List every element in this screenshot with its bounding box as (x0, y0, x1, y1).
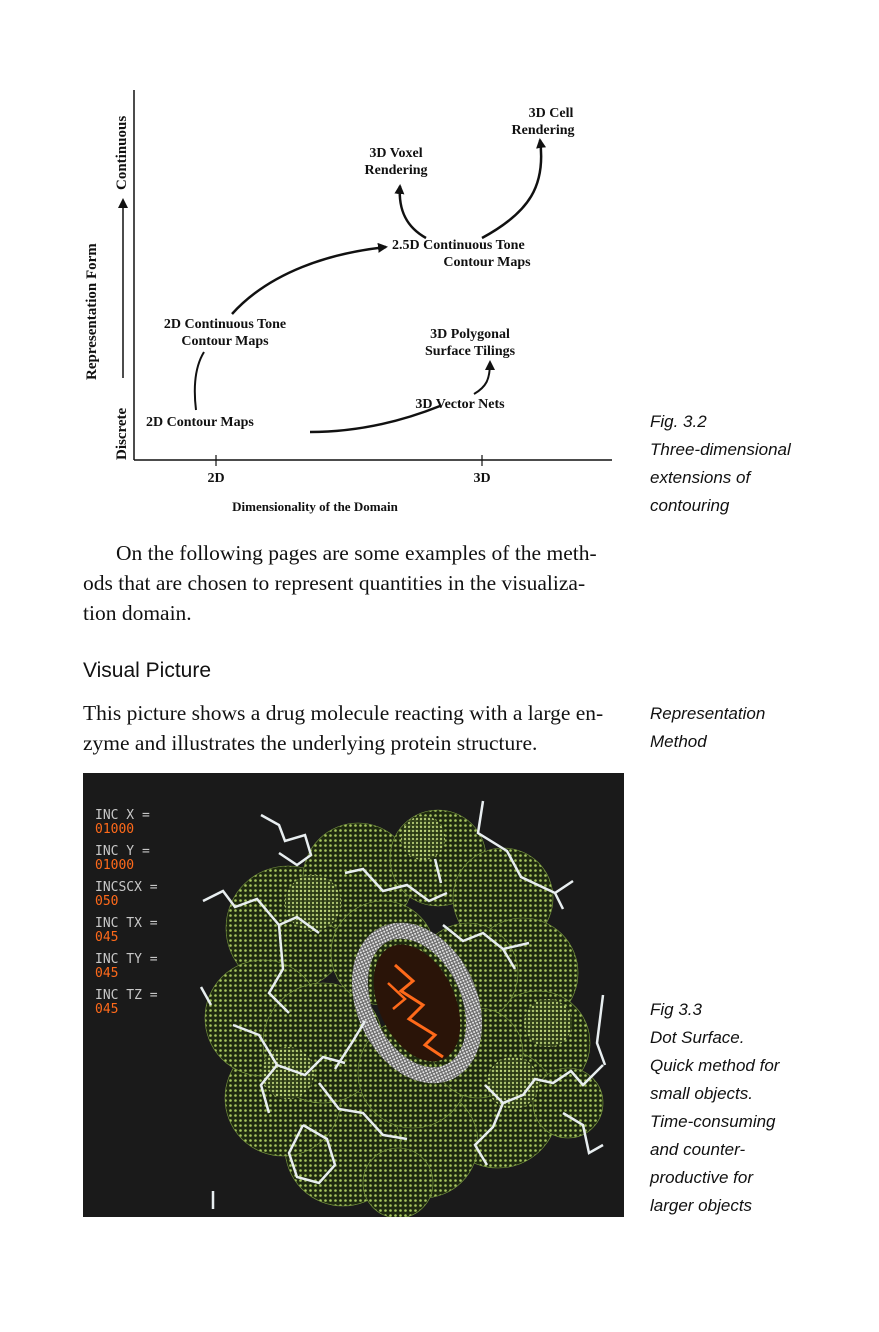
readout-inc-tx-label: INC TX = (95, 916, 158, 931)
readout-incscx-label: INCSCX = (95, 880, 158, 895)
margin-note-line2: Method (650, 732, 707, 751)
node-3d-cell-rendering (498, 105, 588, 139)
readout-inc-y-value: 01000 (95, 858, 135, 873)
readout-inc-tz-label: INC TZ = (95, 988, 158, 1003)
fig33-caption-line1: Fig 3.3 (650, 1000, 702, 1019)
node-poly-line2: Surface Tilings (424, 344, 516, 359)
node-3d-vector-nets: 3D Vector Nets (415, 397, 505, 412)
margin-note-line1: Representation (650, 704, 766, 723)
arrow-ct25d-to-voxel (400, 186, 426, 238)
node-voxel-line2: Rendering (364, 163, 428, 178)
readout-inc-ty (95, 953, 158, 981)
x-tick-label-3d: 3D (473, 471, 491, 486)
readout-inc-tz (95, 989, 158, 1017)
fig32-caption-line1: Fig. 3.2 (650, 412, 707, 431)
readout-inc-ty-value: 045 (95, 966, 119, 981)
para1-line3: tion domain. (83, 601, 192, 625)
margin-note-representation-method (650, 700, 765, 756)
fig32-caption-line3: extensions of (650, 468, 751, 487)
inc-readouts-panel (95, 809, 158, 1017)
para1-line1: On the following pages are some examples of the meth- (116, 541, 597, 565)
para2-line1: This picture shows a drug molecule reacting with a large en- (83, 701, 604, 725)
figure-3-3-caption (650, 996, 779, 1220)
readout-inc-y (95, 845, 158, 873)
node-2d-continuous-tone-line1: 2D Continuous Tone (163, 317, 287, 332)
section-heading-visual-picture: Visual Picture (83, 659, 212, 682)
fig33-caption-line8: larger objects (650, 1196, 753, 1215)
fig33-caption-line7: productive for (650, 1168, 753, 1187)
y-axis-continuous: Continuous (114, 115, 130, 190)
fig33-caption-line3: Quick method for (650, 1056, 780, 1075)
node-25d-line1: 2.5D Continuous Tone (392, 238, 525, 253)
readout-inc-y-label: INC Y = (95, 844, 150, 859)
node-3d-voxel-rendering (350, 145, 442, 179)
readout-inc-tx-value: 045 (95, 930, 119, 945)
readout-inc-x-label: INC X = (95, 808, 150, 823)
fig33-caption-line2: Dot Surface. (650, 1028, 745, 1047)
node-poly-line1: 3D Polygonal (430, 327, 510, 342)
node-3d-polygonal-surface (412, 326, 528, 360)
molecule-graphic (83, 773, 624, 1217)
fig33-caption-line4: small objects. (650, 1084, 753, 1103)
arrow-contour-to-ct2d (195, 352, 204, 410)
fig33-caption-line5: Time-consuming (650, 1112, 776, 1131)
node-25d-continuous-tone (392, 237, 562, 271)
figure-3-3-dot-surface-image (83, 773, 624, 1217)
y-axis-label: Representation Form (84, 243, 100, 380)
para1-line2: ods that are chosen to represent quantities in the visualiza- (83, 571, 586, 595)
paragraph-examples (83, 538, 628, 628)
readout-inc-x (95, 809, 158, 837)
fig32-caption-line4: contouring (650, 496, 730, 515)
x-axis-label: Dimensionality of the Domain (232, 499, 398, 514)
readout-inc-x-value: 01000 (95, 822, 135, 837)
node-25d-line2: Contour Maps (443, 255, 531, 270)
x-tick-label-2d: 2D (207, 471, 225, 486)
fig33-caption-line6: and counter- (650, 1140, 746, 1159)
y-axis-discrete: Discrete (114, 407, 130, 460)
figure-3-2-caption (650, 408, 791, 520)
readout-inc-tz-value: 045 (95, 1002, 119, 1017)
readout-incscx (95, 881, 158, 909)
node-cell-line1: 3D Cell (528, 106, 574, 121)
readout-incscx-value: 050 (95, 894, 119, 909)
arrow-ct25d-to-cell (482, 140, 541, 238)
node-2d-continuous-tone (150, 316, 300, 350)
node-2d-continuous-tone-line2: Contour Maps (181, 334, 269, 349)
readout-inc-ty-label: INC TY = (95, 952, 158, 967)
arrow-ct2d-to-ct25d (232, 247, 386, 314)
node-voxel-line1: 3D Voxel (369, 146, 423, 161)
fig32-caption-line2: Three-dimensional (650, 440, 791, 459)
para2-line2: zyme and illustrates the underlying protein structure. (83, 731, 538, 755)
readout-inc-tx (95, 917, 158, 945)
paragraph-drug-molecule (83, 698, 628, 758)
node-cell-line2: Rendering (511, 123, 575, 138)
arrow-vector-to-polygonal (474, 362, 490, 394)
node-2d-contour-maps: 2D Contour Maps (146, 415, 254, 430)
